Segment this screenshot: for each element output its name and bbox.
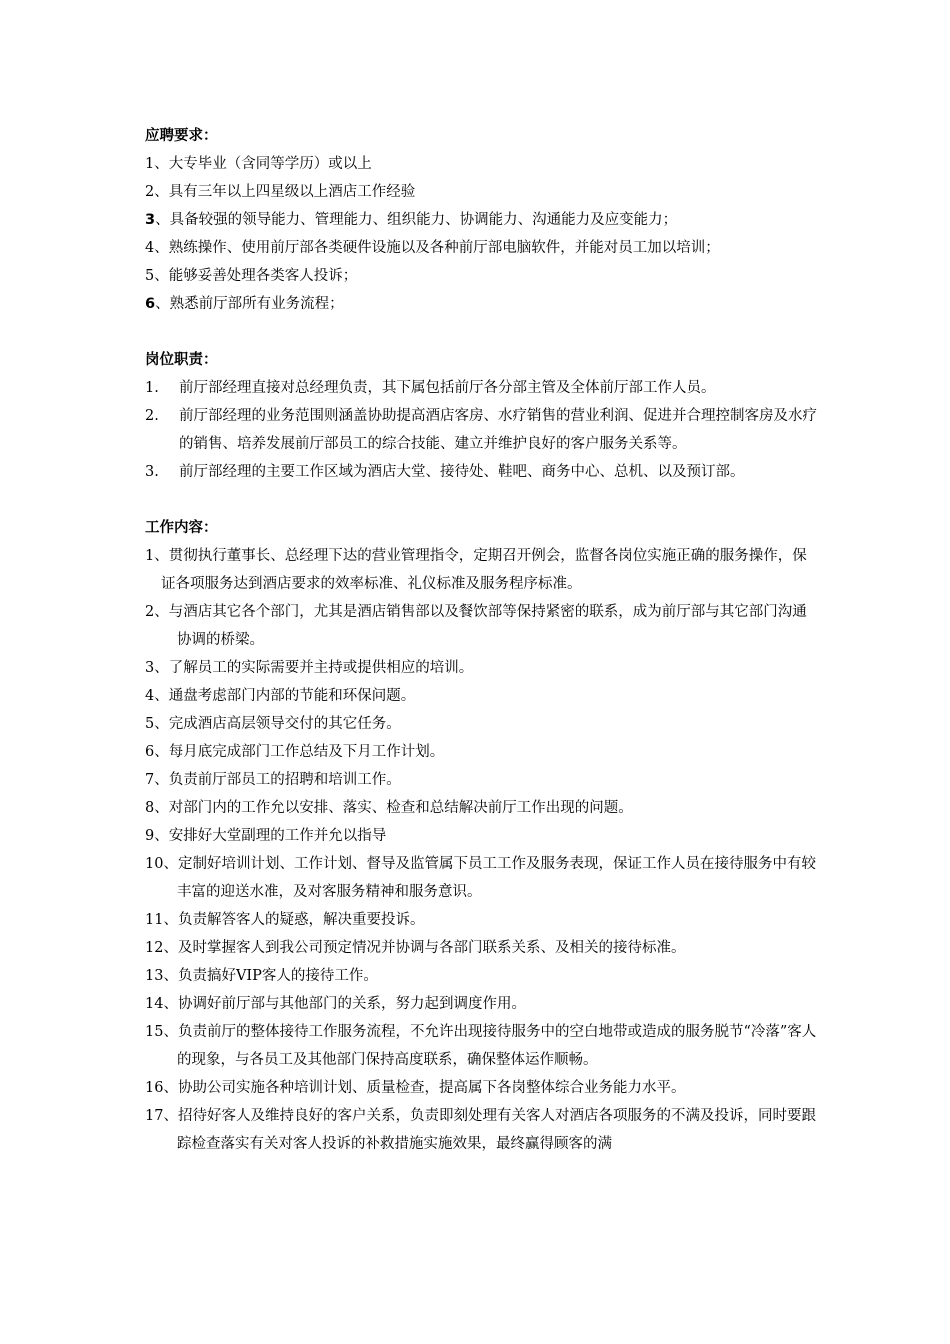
requirement-item: 6、熟悉前厅部所有业务流程； (145, 296, 344, 312)
work-item: 7、负责前厅部员工的招聘和培训工作。 (145, 772, 401, 788)
work-item: 10、定制好培训计划、工作计划、督导及监管属下员工工作及服务表现，保证工作人员在接待服务中有较丰富的迎送水准，及对客服务精神和服务意识。 (145, 856, 816, 900)
duties-heading: 岗位职责： (145, 352, 218, 368)
work-item: 3、了解员工的实际需要并主持或提供相应的培训。 (145, 660, 474, 676)
work-item: 13、负责搞好VIP客人的接待工作。 (145, 968, 378, 984)
work-item: 8、对部门内的工作允以安排、落实、检查和总结解决前厅工作出现的问题。 (145, 800, 633, 816)
requirements-heading: 应聘要求： (145, 128, 218, 144)
work-item: 9、安排好大堂副理的工作并允以指导 (145, 828, 387, 844)
work-item: 15、负责前厅的整体接待工作服务流程，不允许出现接待服务中的空白地带或造成的服务脱节“冷落”客人的现象，与各员工及其他部门保持高度联系，确保整体运作顺畅。 (145, 1024, 817, 1068)
work-item: 17、招待好客人及维持良好的客户关系，负责即刻处理有关客人对酒店各项服务的不满及投诉，同时要跟踪检查落实有关对客人投诉的补救措施实施效果，最终赢得顾客的满 (145, 1108, 816, 1152)
requirement-item: 1、大专毕业（含同等学历）或以上 (145, 156, 372, 172)
work-item: 6、每月底完成部门工作总结及下月工作计划。 (145, 744, 445, 760)
requirement-item: 2、具有三年以上四星级以上酒店工作经验 (145, 184, 416, 200)
duty-item: 2. 前厅部经理的业务范围则涵盖协助提高酒店客房、水疗销售的营业利润、促进并合理控制客房及水疗的销售、培养发展前厅部员工的综合技能、建立并维护良好的客户服务关系等。 (145, 408, 817, 452)
work-item: 2、与酒店其它各个部门，尤其是酒店销售部以及餐饮部等保持紧密的联系，成为前厅部与其它部门沟通协调的桥梁。 (145, 604, 807, 648)
work-item: 4、通盘考虑部门内部的节能和环保问题。 (145, 688, 416, 704)
work-item: 1、贯彻执行董事长、总经理下达的营业管理指令，定期召开例会，监督各岗位实施正确的服务操作，保证各项服务达到酒店要求的效率标准、礼仪标准及服务程序标准。 (145, 548, 807, 592)
duty-item: 3. 前厅部经理的主要工作区域为酒店大堂、接待处、鞋吧、商务中心、总机、以及预订部。 (145, 464, 745, 480)
requirement-item: 3、具备较强的领导能力、管理能力、组织能力、协调能力、沟通能力及应变能力； (145, 212, 678, 228)
work-item: 5、完成酒店高层领导交付的其它任务。 (145, 716, 401, 732)
document-page (145, 122, 820, 1158)
work-item: 14、协调好前厅部与其他部门的关系，努力起到调度作用。 (145, 996, 526, 1012)
work-item: 11、负责解答客人的疑惑，解决重要投诉。 (145, 912, 425, 928)
duty-item: 1. 前厅部经理直接对总经理负责，其下属包括前厅各分部主管及全体前厅部工作人员。 (145, 380, 716, 396)
requirement-item: 5、能够妥善处理各类客人投诉； (145, 268, 358, 284)
requirement-item: 4、熟练操作、使用前厅部各类硬件设施以及各种前厅部电脑软件，并能对员工加以培训； (145, 240, 720, 256)
work-section (145, 514, 820, 1158)
requirements-section (145, 122, 820, 318)
duties-section (145, 346, 820, 486)
work-heading: 工作内容： (145, 520, 218, 536)
work-item: 16、协助公司实施各种培训计划、质量检查，提高属下各岗整体综合业务能力水平。 (145, 1080, 686, 1096)
work-item: 12、及时掌握客人到我公司预定情况并协调与各部门联系关系、及相关的接待标准。 (145, 940, 686, 956)
